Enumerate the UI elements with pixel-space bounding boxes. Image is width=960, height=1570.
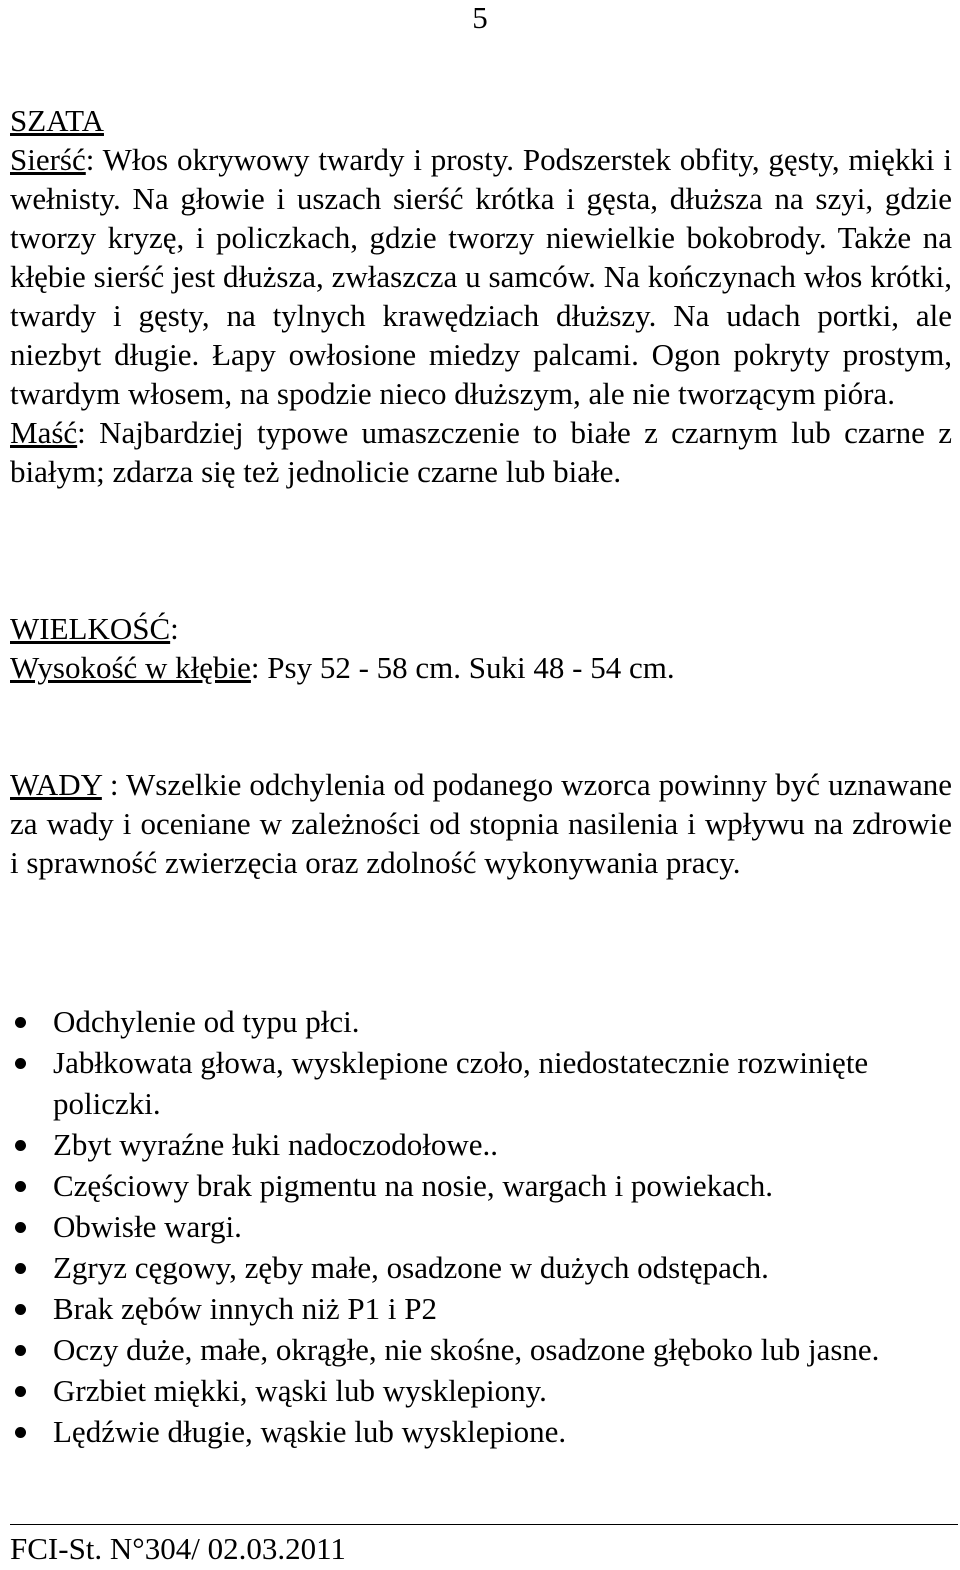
heading-line-wielkosc <box>10 609 952 648</box>
bullet-icon <box>15 1181 26 1192</box>
label-masc: Maść <box>10 415 78 450</box>
list-item-text: Odchylenie od typu płci. <box>53 1004 360 1039</box>
text-height: : Psy 52 - 58 cm. Suki 48 - 54 cm. <box>250 650 675 685</box>
text-siersc: : Włos okrywowy twardy i prosty. Podszerstek obfity, gęsty, miękki i wełnisty. Na głowie i uszach sierść krótka i gęsta, dłuższa na szyi, gdzie tworzy kryzę, i policzkach, gdzie tworzy niewielkie bokobrody. Także na kłębie sierść jest dłuższa, zwłaszcza u samców. Na kończynach włos krótki, twardy i gęsty, na tylnych krawędziach dłuższy. Na udach portki, ale niezbyt długie. Łapy owłosione miedzy palcami. Ogon pokryty prostym, twardym włosem, na spodzie nieco dłuższym, ale nie tworzącym pióra. <box>10 142 952 411</box>
list-item-text: Lędźwie długie, wąskie lub wysklepione. <box>53 1414 567 1449</box>
page-number: 5 <box>472 0 488 35</box>
bullet-icon <box>15 1017 26 1028</box>
bullet-icon <box>15 1263 26 1274</box>
list-item <box>10 1247 952 1288</box>
text-wady: : Wszelkie odchylenia od podanego wzorca powinny być uznawane za wady i oceniane w zależności od stopnia nasilenia i wpływu na zdrowie i sprawność zwierzęcia oraz zdolność wykonywania pracy. <box>10 767 952 880</box>
list-item <box>10 1206 952 1247</box>
list-item-text: Zgryz cęgowy, zęby małe, osadzone w dużych odstępach. <box>53 1250 769 1285</box>
list-item-text: Częściowy brak pigmentu na nosie, wargach i powiekach. <box>53 1168 773 1203</box>
footer-standard-number: FCI-St. N°304/ 02.03.2011 <box>10 1531 346 1566</box>
paragraph-masc <box>10 413 952 491</box>
text-masc: : Najbardziej typowe umaszczenie to białe z czarnym lub czarne z białym; zdarza się też jednolicie czarne lub białe. <box>10 415 952 489</box>
label-siersc: Sierść <box>10 142 86 177</box>
section-heading-wady: WADY <box>10 767 102 802</box>
bullet-icon <box>15 1222 26 1233</box>
list-item <box>10 1042 952 1124</box>
list-item <box>10 1370 952 1411</box>
bullet-icon <box>15 1140 26 1151</box>
list-item-text: Brak zębów innych niż P1 i P2 <box>53 1291 438 1326</box>
paragraph-wady <box>10 765 952 882</box>
bullet-icon <box>15 1304 26 1315</box>
faults-list <box>10 1001 952 1452</box>
list-item <box>10 1001 952 1042</box>
list-item <box>10 1165 952 1206</box>
list-item-text: Zbyt wyraźne łuki nadoczodołowe.. <box>53 1127 499 1162</box>
section-szata <box>10 101 952 491</box>
list-item <box>10 1288 952 1329</box>
list-item-text: Grzbiet miękki, wąski lub wysklepiony. <box>53 1373 547 1408</box>
label-height: Wysokość w kłębie <box>10 650 251 685</box>
heading-suffix-wielkosc: : <box>170 611 179 646</box>
bullet-icon <box>15 1345 26 1356</box>
list-item <box>10 1411 952 1452</box>
section-wady <box>10 765 952 882</box>
section-heading-wielkosc: WIELKOŚĆ <box>10 611 171 646</box>
section-heading-szata: SZATA <box>10 103 104 138</box>
list-item-text: Obwisłe wargi. <box>53 1209 242 1244</box>
footer-divider <box>10 1524 958 1525</box>
list-item-text: Jabłkowata głowa, wysklepione czoło, niedostatecznie rozwinięte policzki. <box>53 1045 869 1121</box>
paragraph-height <box>10 648 952 687</box>
paragraph-siersc <box>10 140 952 413</box>
list-item <box>10 1124 952 1165</box>
section-wielkosc <box>10 609 952 687</box>
bullet-icon <box>15 1427 26 1438</box>
bullet-icon <box>15 1058 26 1069</box>
list-item <box>10 1329 952 1370</box>
list-item-text: Oczy duże, małe, okrągłe, nie skośne, osadzone głęboko lub jasne. <box>53 1332 880 1367</box>
bullet-icon <box>15 1386 26 1397</box>
